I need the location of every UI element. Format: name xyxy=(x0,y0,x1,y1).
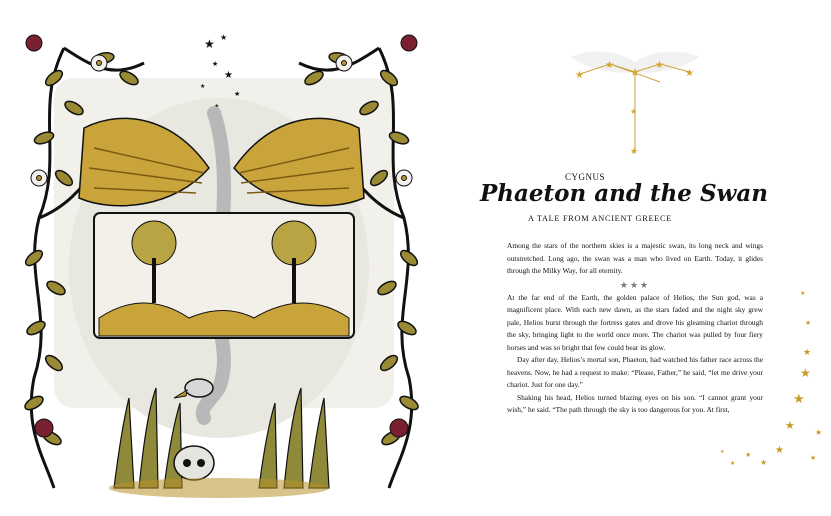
paragraph: At the far end of the Earth, the golden palace of Helios, the Sun god, was a magnificent place. With each new dawn, as the stars faded and the night sky grew pale, Helios burst through the fortress gates and drove his gleaming chariot through the sky, bringing light to the world once more. The chariot was pulled by four fiery horses and was so bright that few could bear its glow. xyxy=(507,292,763,352)
svg-text:★: ★ xyxy=(234,90,241,98)
svg-text:★: ★ xyxy=(810,454,817,462)
gold-stars-decoration xyxy=(705,285,831,485)
svg-text:★: ★ xyxy=(720,450,725,455)
svg-text:★: ★ xyxy=(745,451,752,459)
svg-text:★: ★ xyxy=(760,458,768,467)
swan-illustration xyxy=(24,18,419,506)
svg-text:★: ★ xyxy=(685,68,694,79)
svg-text:★: ★ xyxy=(224,70,233,81)
svg-text:★: ★ xyxy=(785,420,795,432)
svg-text:★: ★ xyxy=(630,146,639,156)
constellation-label: CYGNUS xyxy=(564,172,605,182)
svg-text:★: ★ xyxy=(630,107,638,116)
skull xyxy=(174,446,214,480)
paragraph: Among the stars of the northern skies is a majestic swan, its long neck and wings outstretched. Long ago, the swan was a man who lived on Earth. Today, it glides through the Milky Way, for all eternity. xyxy=(507,241,763,275)
svg-text:★: ★ xyxy=(220,33,228,42)
svg-text:★: ★ xyxy=(575,70,584,81)
svg-text:★: ★ xyxy=(805,319,812,327)
story-subtitle: A TALE FROM ANCIENT GREECE xyxy=(528,214,672,223)
svg-text:★: ★ xyxy=(793,391,805,406)
svg-text:★: ★ xyxy=(730,461,736,467)
star-divider: ★★★ xyxy=(619,279,651,290)
svg-text:★: ★ xyxy=(800,291,806,297)
svg-text:★: ★ xyxy=(630,67,640,79)
svg-text:★: ★ xyxy=(800,366,811,380)
svg-text:★: ★ xyxy=(815,428,823,437)
svg-text:★: ★ xyxy=(775,445,784,456)
cygnus-constellation-art xyxy=(565,42,705,162)
svg-text:★: ★ xyxy=(655,60,664,71)
svg-text:★: ★ xyxy=(214,104,220,110)
paragraph: Shaking his head, Helios turned blazing eyes on his son. “I cannot grant your wish,” he said. “The path through the sky is too dangerous for you. At first, xyxy=(507,392,763,414)
svg-text:★: ★ xyxy=(204,37,215,51)
svg-text:★: ★ xyxy=(200,84,206,90)
paragraph: Day after day, Helios’s mortal son, Phaeton, had watched his father race across the heavens. Now, he had a request to make: “Please, Father,” he said, “let me drive your chariot. Just for one day.” xyxy=(507,355,763,389)
svg-text:★: ★ xyxy=(803,347,812,357)
swan-head xyxy=(185,379,213,397)
svg-text:★: ★ xyxy=(605,60,614,71)
svg-text:★: ★ xyxy=(212,60,219,68)
story-title: Phaeton and the Swan xyxy=(480,180,768,207)
garden-panel xyxy=(94,213,354,338)
